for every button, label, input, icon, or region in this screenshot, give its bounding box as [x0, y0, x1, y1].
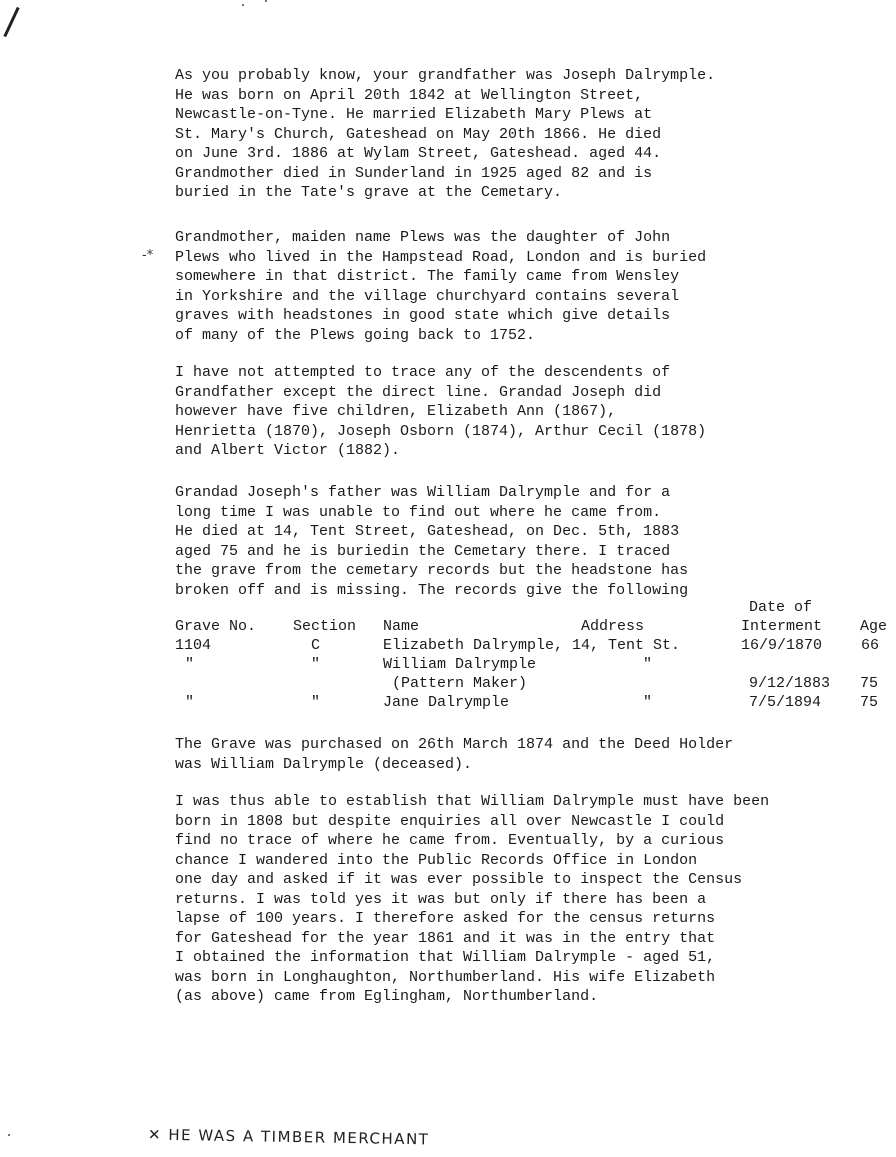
text-line: of many of the Plews going back to 1752. — [175, 326, 536, 344]
cell-date: 7/5/1894 — [749, 694, 822, 711]
table-row — [175, 693, 890, 712]
text-line: on June 3rd. 1886 at Wylam Street, Gateshead. aged 44. — [175, 145, 662, 162]
cell-grave: " — [185, 656, 195, 673]
text-line: Henrietta (1870), Joseph Osborn (1874), Arthur Cecil (1878) — [175, 422, 707, 440]
paragraph-census — [175, 792, 875, 1007]
cell-name: (Pattern Maker) — [383, 675, 528, 692]
cell-name: Elizabeth Dalrymple, 14, Tent St. — [383, 637, 681, 654]
handwritten-footnote: ✕ HE WAS A TIMBER MERCHANT — [147, 1125, 430, 1149]
text-line: the grave from the cemetary records but the headstone has — [175, 562, 689, 579]
text-line: one day and asked if it was ever possible to inspect the Census — [175, 871, 743, 888]
text-line: Grandfather except the direct line. Grandad Joseph did — [175, 383, 662, 401]
header-date-of: Date of — [749, 599, 813, 616]
paragraph-grandfather — [175, 66, 875, 203]
pen-stroke-mark — [3, 7, 19, 37]
text-line: and Albert Victor (1882). — [175, 442, 401, 459]
header-name: Name — [383, 618, 420, 635]
text-line: The Grave was purchased on 26th March 1874 and the Deed Holder — [175, 736, 734, 753]
text-line: Grandad Joseph's father was William Dalrymple and for a — [175, 484, 671, 501]
table-row — [175, 655, 890, 674]
paragraph-william — [175, 483, 875, 600]
text-line: He died at 14, Tent Street, Gateshead, on Dec. 5th, 1883 — [175, 523, 680, 540]
speck — [8, 1134, 10, 1136]
text-line: somewhere in that district. The family came from Wensley — [175, 268, 680, 285]
speck — [242, 4, 244, 6]
text-line: was William Dalrymple (deceased). — [175, 755, 473, 773]
text-line: returns. I was told yes it was but only if there has been a — [175, 890, 707, 908]
text-line: however have five children, Elizabeth Ann (1867), — [175, 403, 617, 420]
cell-age: 75 — [860, 694, 879, 711]
cell-age: 75 — [860, 675, 879, 692]
paragraph-descendents — [175, 363, 875, 461]
text-line: I obtained the information that William Dalrymple - aged 51, — [175, 949, 716, 966]
text-line: graves with headstones in good state which give details — [175, 307, 671, 324]
text-line: for Gateshead for the year 1861 and it was in the entry that — [175, 929, 716, 947]
text-line: Grandmother, maiden name Plews was the daughter of John — [175, 229, 671, 246]
speck — [265, 0, 267, 2]
text-line: I have not attempted to trace any of the descendents of — [175, 364, 671, 381]
table-row — [175, 636, 890, 655]
cell-grave: " — [185, 694, 195, 711]
cell-age: 66 — [861, 637, 880, 654]
text-line: lapse of 100 years. I therefore asked for the census returns — [175, 910, 716, 927]
header-section: Section — [293, 618, 357, 635]
text-line: As you probably know, your grandfather was Joseph Dalrymple. — [175, 67, 716, 84]
text-line: in Yorkshire and the village churchyard contains several — [175, 287, 680, 305]
margin-asterisk: -* — [142, 248, 154, 263]
cell-section: C — [311, 637, 321, 654]
text-line: buried in the Tate's grave at the Cemetary. — [175, 184, 563, 201]
cell-section: " — [311, 694, 321, 711]
cell-address: " — [643, 656, 653, 673]
cell-name: Jane Dalrymple — [383, 694, 510, 711]
cell-date: 16/9/1870 — [741, 637, 823, 654]
text-line: Plews who lived in the Hampstead Road, London and is buried — [175, 248, 707, 266]
text-line: born in 1808 but despite enquiries all over Newcastle I could — [175, 812, 725, 830]
header-interment: Interment — [741, 618, 823, 635]
text-line: He was born on April 20th 1842 at Wellington Street, — [175, 86, 644, 104]
text-line: find no trace of where he came from. Eventually, by a curious — [175, 832, 725, 849]
text-line: Newcastle-on-Tyne. He married Elizabeth Mary Plews at — [175, 106, 653, 123]
table-header — [175, 617, 890, 636]
cell-address: " — [643, 694, 653, 711]
grave-records-table — [175, 598, 890, 712]
paragraph-deed — [175, 735, 875, 774]
text-line: long time I was unable to find out where he came from. — [175, 503, 662, 521]
header-age: Age — [860, 618, 888, 635]
cell-date: 9/12/1883 — [749, 675, 831, 692]
cell-grave: 1104 — [175, 637, 212, 654]
text-line: St. Mary's Church, Gateshead on May 20th 1866. He died — [175, 125, 662, 143]
text-line: (as above) came from Eglingham, Northumberland. — [175, 988, 599, 1005]
cell-name: William Dalrymple — [383, 656, 537, 673]
text-line: I was thus able to establish that William Dalrymple must have been — [175, 793, 770, 810]
table-header-top — [175, 598, 890, 617]
text-line: broken off and is missing. The records give the following — [175, 581, 689, 599]
text-line: aged 75 and he is buriedin the Cemetary there. I traced — [175, 542, 671, 560]
paragraph-grandmother — [175, 228, 875, 345]
text-line: chance I wandered into the Public Records Office in London — [175, 851, 698, 869]
header-grave: Grave No. — [175, 618, 257, 635]
text-line: Grandmother died in Sunderland in 1925 aged 82 and is — [175, 164, 653, 182]
header-address: Address — [581, 618, 645, 635]
cell-section: " — [311, 656, 321, 673]
text-line: was born in Longhaughton, Northumberland. His wife Elizabeth — [175, 968, 716, 986]
table-row — [175, 674, 890, 693]
